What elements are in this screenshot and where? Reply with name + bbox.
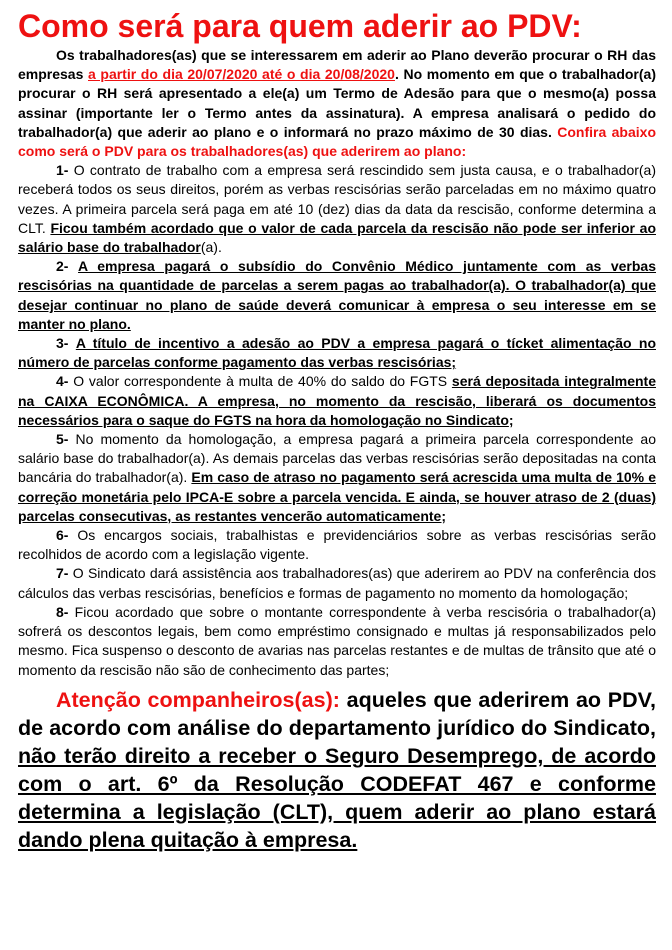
item-1 [18, 161, 656, 257]
item-6-number: 6- [56, 527, 69, 544]
intro-text-1: Os trabalhadores(as) que se interessarem em aderir ao Plano deverão procurar o RH das empresas [18, 47, 656, 83]
item-2-number: 2- [56, 258, 69, 275]
item-1-emphasis: Ficou também acordado que o valor de cada parcela da rescisão não pode ser inferior ao salário base do trabalhador [18, 219, 656, 256]
item-5-number: 5- [56, 431, 69, 448]
item-4 [18, 372, 656, 430]
item-8-text: Ficou acordado que sobre o montante correspondente à verba rescisória o trabalhador(a) sofrerá os descontos legais, bem como empréstimo consignado e multas já responsabilizados pelo mesmo. Fica suspenso o desconto de avarias nas parcelas restantes e de multas de trânsito que até o momento da rescisão não são de conhecimento das partes; [18, 603, 656, 678]
item-2 [18, 257, 656, 334]
item-4-number: 4- [56, 373, 69, 390]
item-2-text [68, 258, 78, 274]
intro-text-2: . No momento em que o trabalhador(a) procurar o RH será apresentado a ele(a) um Termo de Adesão para que o mesmo(a) possa assinar (importante ler o Termo antes da assinatura). A empresa analisará o pedido do trabalhador(a) que aderir ao plano e o informará no prazo máximo de 30 dias. [18, 66, 656, 140]
item-1-number: 1- [56, 162, 69, 179]
item-8-number: 8- [56, 603, 69, 620]
item-5 [18, 430, 656, 526]
item-8 [18, 603, 656, 680]
intro-paragraph [18, 46, 656, 161]
closing-text: aqueles que aderirem ao PDV, de acordo com análise do departamento jurídico do Sindicato, [18, 687, 656, 740]
item-2-emphasis: A empresa pagará o subsídio do Convênio Médico juntamente com as verbas rescisórias na quantidade de parcelas a serem pagas ao trabalhador(a). O trabalhador(a) que desejar continuar no plano de saúde deverá comunicar à empresa o seu interesse em se manter no plano. [18, 258, 657, 332]
item-7-number: 7- [56, 565, 69, 582]
item-3 [18, 334, 656, 372]
item-4-tail: ; [508, 411, 514, 428]
page-title: Como será para quem aderir ao PDV: [18, 8, 582, 44]
intro-date-range: a partir do dia 20/07/2020 até o dia 20/08/2020 [88, 66, 395, 83]
item-6 [18, 526, 656, 564]
item-4-emphasis: será depositada integralmente na CAIXA ECONÔMICA. A empresa, no momento da rescisão, liberará os documentos necessários para o saque do FGTS na hora da homologação no Sindicato [18, 373, 656, 428]
item-7-text: O Sindicato dará assistência aos trabalhadores(as) que aderirem ao PDV na conferência dos cálculos das verbas rescisórias, benefícios e formas de pagamento no momento da homologação; [18, 565, 656, 601]
item-3-number: 3- [56, 335, 69, 352]
intro-confira: Confira abaixo como será o PDV para os trabalhadores(as) que aderirem ao plano: [18, 123, 656, 160]
item-3-text [68, 335, 75, 351]
item-5-emphasis: Em caso de atraso no pagamento será acrescida uma multa de 10% e correção monetária pelo IPCA-E sobre a parcela vencida. E ainda, se houver atraso de 2 (duas) parcelas consecutivas, as restantes vencerão automaticamente; [18, 469, 656, 524]
item-5-text: No momento da homologação, a empresa pagará a primeira parcela correspondente ao salário base do trabalhador(a). As demais parcelas das verbas rescisórias serão depositadas na conta bancária do trabalhador(a). [18, 431, 656, 486]
item-1-tail: (a). [200, 239, 222, 256]
item-1-text: O contrato de trabalho com a empresa será rescindido sem justa causa, e o trabalhador(a) receberá todos os seus direitos, porém as verbas rescisórias serão parceladas em no máximo quatro vezes. A primeira parcela será paga em até 10 (dez) dias da data da rescisão, conforme determina a CLT. [18, 162, 656, 236]
item-6-text: Os encargos sociais, trabalhistas e previdenciários sobre as verbas rescisórias serão recolhidos de acordo com a legislação vigente. [18, 527, 656, 563]
item-4-text: O valor correspondente à multa de 40% do saldo do FGTS [68, 373, 452, 390]
closing-warning [18, 686, 656, 854]
item-7 [18, 564, 656, 602]
item-3-emphasis: A título de incentivo a adesão ao PDV a empresa pagará o tícket alimentação no número de parcelas conforme pagamento das verbas rescisórias; [18, 335, 656, 371]
closing-emphasis: não terão direito a receber o Seguro Desemprego, de acordo com o art. 6º da Resolução CODEFAT 467 e conforme determina a legislação (CLT), quem aderir ao plano estará dando plena quitação à empresa. [18, 743, 656, 852]
closing-lead: Atenção companheiros(as): [56, 687, 340, 712]
